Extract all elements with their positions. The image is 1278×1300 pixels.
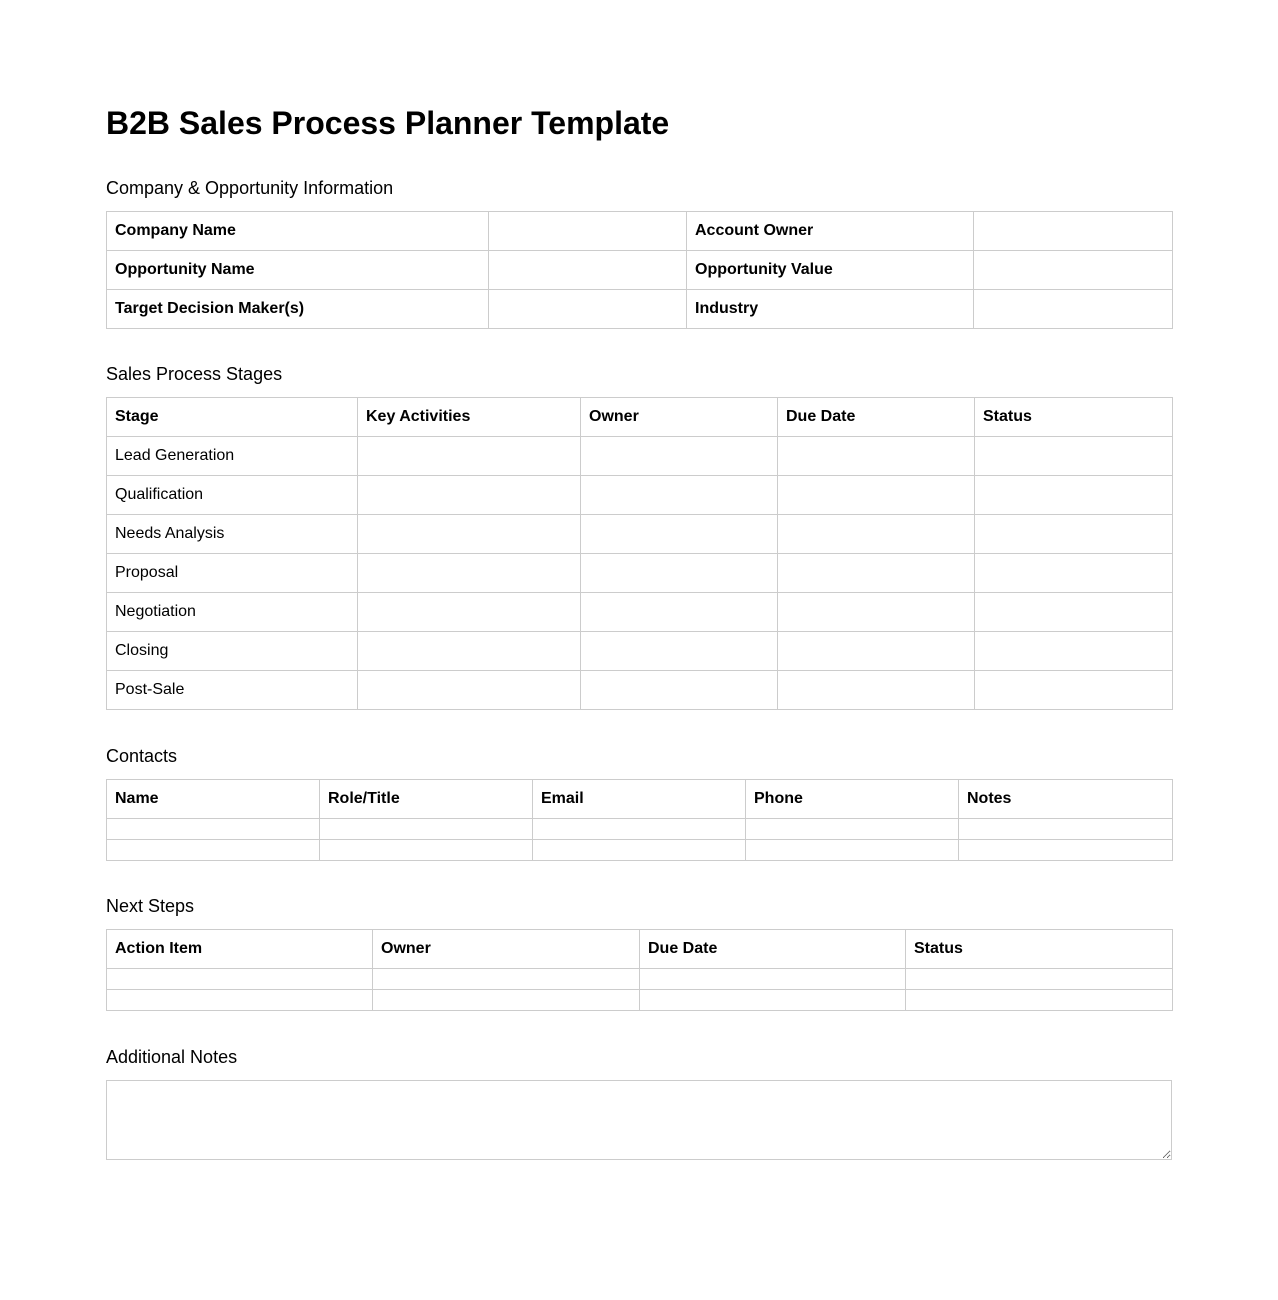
contact-role-cell[interactable]	[320, 819, 533, 840]
column-header-due-date: Due Date	[778, 398, 975, 437]
due-date-cell[interactable]	[778, 515, 975, 554]
opportunity-name-label: Opportunity Name	[107, 251, 489, 290]
due-date-cell[interactable]	[778, 554, 975, 593]
column-header-notes: Notes	[959, 780, 1173, 819]
column-header-name: Name	[107, 780, 320, 819]
company-section-title: Company & Opportunity Information	[106, 178, 394, 198]
key-activities-cell[interactable]	[358, 671, 581, 710]
contacts-table	[106, 779, 1173, 861]
status-cell[interactable]	[975, 593, 1173, 632]
opportunity-value-field[interactable]	[974, 251, 1173, 290]
due-date-cell[interactable]	[778, 476, 975, 515]
stage-name: Qualification	[107, 476, 358, 515]
owner-cell[interactable]	[581, 671, 778, 710]
column-header-status: Status	[975, 398, 1173, 437]
opportunity-value-label: Opportunity Value	[687, 251, 974, 290]
table-header-row	[107, 780, 1173, 819]
industry-label: Industry	[687, 290, 974, 329]
action-item-cell[interactable]	[107, 969, 373, 990]
column-header-phone: Phone	[746, 780, 959, 819]
next-steps-section-title: Next Steps	[106, 896, 195, 916]
key-activities-cell[interactable]	[358, 476, 581, 515]
contact-name-cell[interactable]	[107, 819, 320, 840]
notes-section-title: Additional Notes	[106, 1047, 238, 1067]
key-activities-cell[interactable]	[358, 632, 581, 671]
status-cell[interactable]	[975, 437, 1173, 476]
stages-table	[106, 397, 1173, 710]
owner-cell[interactable]	[373, 990, 640, 1011]
due-date-cell[interactable]	[640, 969, 906, 990]
table-row	[107, 476, 1173, 515]
owner-cell[interactable]	[581, 476, 778, 515]
table-row	[107, 969, 1173, 990]
column-header-role-title: Role/Title	[320, 780, 533, 819]
column-header-stage: Stage	[107, 398, 358, 437]
owner-cell[interactable]	[581, 515, 778, 554]
contact-email-cell[interactable]	[533, 819, 746, 840]
owner-cell[interactable]	[373, 969, 640, 990]
table-row	[107, 819, 1173, 840]
additional-notes-textarea[interactable]	[106, 1080, 1172, 1160]
contact-notes-cell[interactable]	[959, 840, 1173, 861]
stage-name: Post-Sale	[107, 671, 358, 710]
company-name-field[interactable]	[489, 212, 687, 251]
column-header-due-date: Due Date	[640, 930, 906, 969]
owner-cell[interactable]	[581, 437, 778, 476]
table-row	[107, 593, 1173, 632]
table-header-row	[107, 930, 1173, 969]
due-date-cell[interactable]	[778, 437, 975, 476]
company-info-row	[107, 212, 1173, 251]
contact-notes-cell[interactable]	[959, 819, 1173, 840]
stage-name: Needs Analysis	[107, 515, 358, 554]
contact-role-cell[interactable]	[320, 840, 533, 861]
contact-phone-cell[interactable]	[746, 840, 959, 861]
company-info-table	[106, 211, 1173, 329]
key-activities-cell[interactable]	[358, 554, 581, 593]
owner-cell[interactable]	[581, 632, 778, 671]
table-row	[107, 437, 1173, 476]
status-cell[interactable]	[975, 476, 1173, 515]
stage-name: Lead Generation	[107, 437, 358, 476]
column-header-email: Email	[533, 780, 746, 819]
column-header-owner: Owner	[373, 930, 640, 969]
column-header-status: Status	[906, 930, 1173, 969]
action-item-cell[interactable]	[107, 990, 373, 1011]
table-row	[107, 671, 1173, 710]
table-header-row	[107, 398, 1173, 437]
status-cell[interactable]	[975, 515, 1173, 554]
company-info-row	[107, 251, 1173, 290]
next-steps-table	[106, 929, 1173, 1011]
due-date-cell[interactable]	[778, 632, 975, 671]
owner-cell[interactable]	[581, 554, 778, 593]
owner-cell[interactable]	[581, 593, 778, 632]
contact-name-cell[interactable]	[107, 840, 320, 861]
status-cell[interactable]	[975, 554, 1173, 593]
target-decision-makers-label: Target Decision Maker(s)	[107, 290, 489, 329]
stage-name: Proposal	[107, 554, 358, 593]
stage-name: Negotiation	[107, 593, 358, 632]
column-header-action-item: Action Item	[107, 930, 373, 969]
column-header-owner: Owner	[581, 398, 778, 437]
contact-phone-cell[interactable]	[746, 819, 959, 840]
industry-field[interactable]	[974, 290, 1173, 329]
key-activities-cell[interactable]	[358, 593, 581, 632]
target-decision-makers-field[interactable]	[489, 290, 687, 329]
status-cell[interactable]	[906, 969, 1173, 990]
status-cell[interactable]	[975, 632, 1173, 671]
table-row	[107, 632, 1173, 671]
contact-email-cell[interactable]	[533, 840, 746, 861]
status-cell[interactable]	[906, 990, 1173, 1011]
table-row	[107, 990, 1173, 1011]
account-owner-field[interactable]	[974, 212, 1173, 251]
account-owner-label: Account Owner	[687, 212, 974, 251]
key-activities-cell[interactable]	[358, 437, 581, 476]
contacts-section-title: Contacts	[106, 746, 178, 766]
stage-name: Closing	[107, 632, 358, 671]
status-cell[interactable]	[975, 671, 1173, 710]
table-row	[107, 515, 1173, 554]
due-date-cell[interactable]	[640, 990, 906, 1011]
company-name-label: Company Name	[107, 212, 489, 251]
due-date-cell[interactable]	[778, 671, 975, 710]
due-date-cell[interactable]	[778, 593, 975, 632]
key-activities-cell[interactable]	[358, 515, 581, 554]
opportunity-name-field[interactable]	[489, 251, 687, 290]
page-title: B2B Sales Process Planner Template	[106, 105, 670, 141]
company-info-row	[107, 290, 1173, 329]
stages-section-title: Sales Process Stages	[106, 364, 283, 384]
column-header-key-activities: Key Activities	[358, 398, 581, 437]
table-row	[107, 840, 1173, 861]
table-row	[107, 554, 1173, 593]
